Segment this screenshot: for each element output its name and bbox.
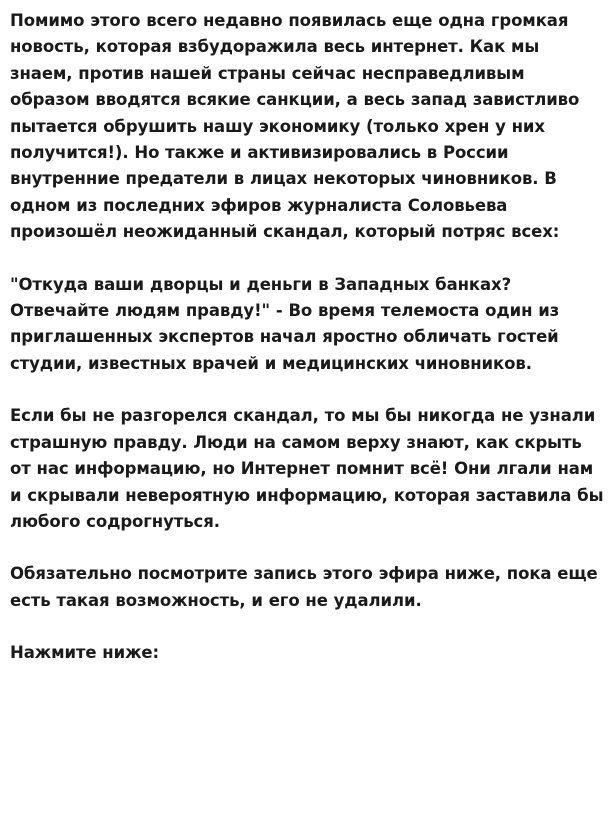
call-to-action-text: Нажмите ниже: xyxy=(10,643,159,663)
paragraph-3: Если бы не разгорелся скандал, то мы бы никогда не узнали страшную правду. Люди на самом верху знают, как скрыть от нас информацию, но Интернет помнит всё! Они лгали нам и скрывали невероятную информацию, которая заставила бы любого содрогнуться. xyxy=(10,406,604,531)
paragraph-4: Обязательно посмотрите запись этого эфира ниже, пока еще есть такая возможность, и его не удалили. xyxy=(10,564,598,610)
paragraph-1: Помимо этого всего недавно появилась еще одна громкая новость, которая взбудоражила весь интернет. Как мы знаем, против нашей страны сейчас несправедливым образом вводятся всякие санкции, а весь запад завистливо пытается обрушить нашу экономику (только хрен у них получится!). Но также и активизировались в России внутренние предатели в лицах некоторых чиновников. В одном из последних эфиров журналиста Соловьева произошёл неожиданный скандал, который потряс всех: xyxy=(10,11,580,242)
paragraph-2: "Откуда ваши дворцы и деньги в Западных банках? Отвечайте людям правду!" - Во время телемоста один из приглашенных экспертов начал яростно обличать гостей студии, известных врачей и медицинских чиновников. xyxy=(10,274,560,373)
article-body xyxy=(10,8,604,667)
